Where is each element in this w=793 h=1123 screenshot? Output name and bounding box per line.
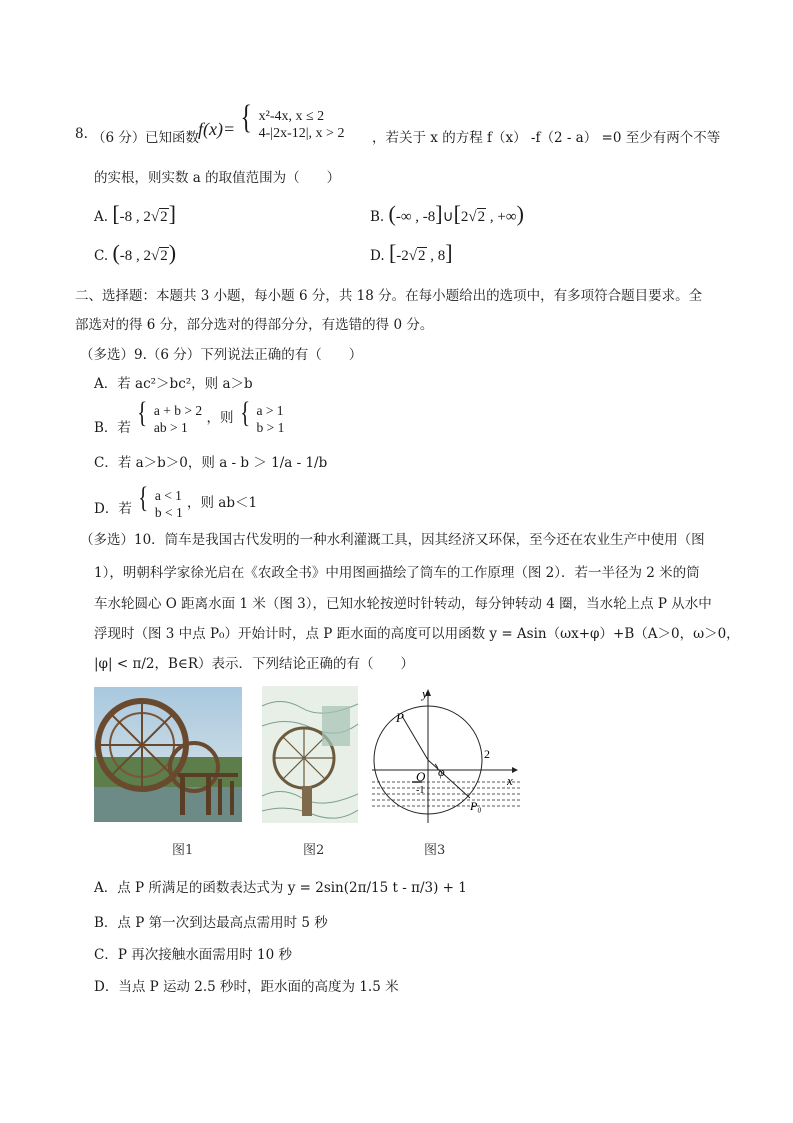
fig3-x-label: x bbox=[507, 773, 513, 788]
figure2-waterwheel-drawing bbox=[262, 686, 358, 823]
q10-option-d: D．当点 P 运动 2.5 秒时，距水面的高度为 1.5 米 bbox=[94, 979, 399, 995]
q9-stem: （多选）9.（6 分）下列说法正确的有（ ） bbox=[80, 347, 363, 363]
section2-line1: 二、选择题：本题共 3 小题，每小题 6 分，共 18 分。在每小题给出的选项中，有多项符合题目要求。全 bbox=[75, 288, 703, 304]
q8-score: （6 分） bbox=[92, 130, 146, 146]
q9-option-d: D．若 { a < 1 b < 1 ，则 ab＜1 bbox=[94, 481, 258, 520]
section2-line2: 部选对的得 6 分，部分选对的得部分分，有选错的得 0 分。 bbox=[75, 317, 434, 333]
q10-line3: 车水轮圆心 O 距离水面 1 米（图 3），已知水轮按逆时针转动，每分钟转动 4 圈，当水轮上点 P 从水中 bbox=[94, 596, 712, 612]
q10-option-b: B．点 P 第一次到达最高点需用时 5 秒 bbox=[94, 915, 328, 931]
figure2-caption: 图2 bbox=[303, 843, 325, 858]
q8-function-name: f(x)= bbox=[198, 119, 236, 139]
fig3-two-label: 2 bbox=[484, 747, 490, 761]
fig3-p-label: P bbox=[396, 710, 404, 725]
q8-line2: 的实根，则实数 a 的取值范围为（ ） bbox=[94, 170, 341, 186]
q10-option-c: C．P 再次接触水面需用时 10 秒 bbox=[94, 947, 292, 963]
q8-piecewise bbox=[238, 101, 344, 142]
fig3-minus1-label: -1 bbox=[416, 785, 425, 796]
q10-option-a: A．点 P 所满足的函数表达式为 y = 2sin(2π/15 t - π/3) + 1 bbox=[94, 880, 467, 896]
figure3-circle-diagram bbox=[372, 686, 520, 823]
q10-line2: 1），明朝科学家徐光启在《农政全书》中用图画描绘了筒车的工作原理（图 2）．若一半径为 2 米的筒 bbox=[94, 565, 700, 581]
q8-case2: 4-|2x-12|, x > 2 bbox=[258, 125, 345, 141]
q9-option-b: B．若 { a + b > 2 ab > 1 ，则 { a > 1 b > 1 bbox=[94, 396, 285, 436]
figure1-caption: 图1 bbox=[172, 843, 194, 858]
fig3-p0-label: P₀ bbox=[470, 799, 482, 813]
q8-option-b: B. (-∞ , -8]∪[2√2 , +∞) bbox=[370, 201, 524, 226]
figure1-waterwheel-photo bbox=[94, 687, 242, 822]
q8-lead: 已知函数 bbox=[145, 130, 199, 146]
fig3-y-label: y bbox=[422, 686, 428, 701]
q9-option-c: C．若 a＞b＞0，则 a - b ＞ 1/a - 1/b bbox=[94, 455, 328, 471]
left-brace-icon: { bbox=[240, 99, 252, 136]
q8-option-a: A. [-8 , 2√2] bbox=[94, 201, 176, 226]
q8-option-d: D. [-2√2 , 8] bbox=[370, 240, 453, 265]
q8-option-c: C. (-8 , 2√2) bbox=[94, 240, 177, 265]
q10-line5: |φ| < π/2，B∈R）表示．下列结论正确的有（ ） bbox=[94, 656, 415, 672]
q9-option-a: A．若 ac²＞bc²，则 a＞b bbox=[94, 376, 253, 392]
q10-line4: 浮现时（图 3 中点 P₀）开始计时，点 P 距水面的高度可以用函数 y = Asin（ωx+φ）+B（A＞0，ω＞0， bbox=[94, 626, 740, 642]
q8-number: 8. bbox=[75, 126, 88, 142]
fig3-o-label: O bbox=[416, 769, 426, 784]
q8-case1: x²-4x, x ≤ 2 bbox=[258, 108, 325, 124]
fig3-phi-label: φ bbox=[438, 765, 445, 779]
q10-line1: （多选）10．筒车是我国古代发明的一种水利灌溉工具，因其经济又环保，至今还在农业生产中使用（图 bbox=[80, 532, 705, 548]
figure3-caption: 图3 bbox=[424, 843, 446, 858]
q8-tail: ，若关于 x 的方程 f（x） -f（2 - a） =0 至少有两个不等 bbox=[372, 130, 721, 146]
